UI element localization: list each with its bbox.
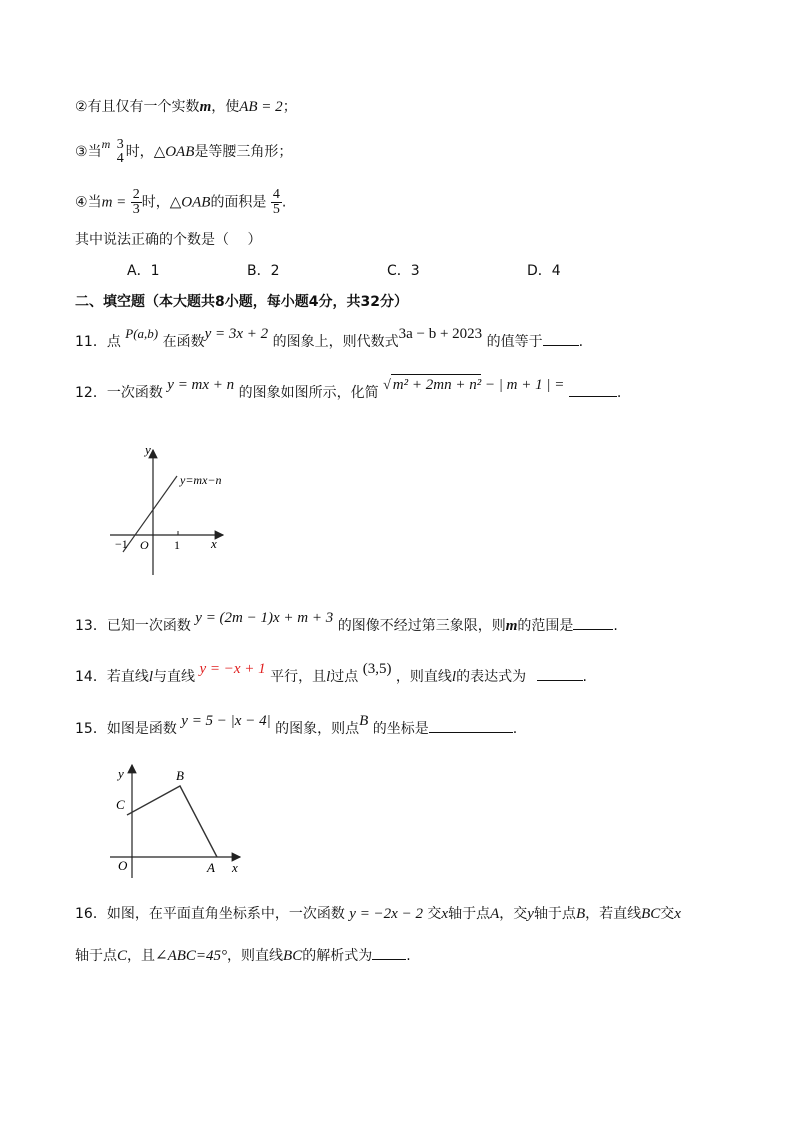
question-13: 13．已知一次函数 y = (2m − 1)x + m + 3 的图像不经过第三象限，则m的范围是 . xyxy=(75,610,618,634)
x-axis-label: x xyxy=(211,536,217,551)
option-c: C．3 xyxy=(387,263,420,279)
point-c-label: C xyxy=(116,797,125,812)
answer-blank-14[interactable] xyxy=(537,666,583,681)
point-a-label: A xyxy=(207,860,215,875)
option-b: B．2 xyxy=(247,263,280,279)
point-b-label: B xyxy=(176,768,184,783)
option-a: A．1 xyxy=(127,263,160,279)
function-line xyxy=(123,476,177,552)
y-axis-label: y xyxy=(145,442,151,457)
answer-blank-12[interactable] xyxy=(569,382,617,397)
y-axis-label: y xyxy=(118,766,124,781)
answer-blank-16[interactable] xyxy=(372,945,406,960)
tick-label-1: 1 xyxy=(174,538,180,552)
function-graph xyxy=(127,786,217,857)
answer-blank-13[interactable] xyxy=(573,615,613,630)
fraction-four-fifths: $\frac{4}{5}$ xyxy=(272,187,280,217)
fraction-two-thirds: $\frac{2}{3}$ xyxy=(132,187,140,217)
section-heading: 二、填空题（本大题共8小题，每小题4分，共32分） xyxy=(75,294,408,310)
question-12: 12．一次函数 y = mx + n 的图象如图所示，化简 √ m² + 2mn + n² − | m + 1 | = . xyxy=(75,382,621,404)
question-16-line-2: 轴于点C，且∠ABC=45°，则直线BC的解析式为 . xyxy=(75,945,411,966)
x-axis-label: x xyxy=(232,860,238,875)
sqrt-sign: √ xyxy=(383,378,391,393)
answer-blank-15[interactable] xyxy=(429,718,513,733)
question-16-line-1: 16．如图，在平面直角坐标系中，一次函数 y = −2x − 2 交x轴于点A，交y轴于点B，若直线BC交x xyxy=(75,906,681,922)
question-text: 其中说法正确的个数是（ ） xyxy=(75,232,262,248)
line-label: y=mx−n xyxy=(180,473,222,487)
origin-label: O xyxy=(140,538,149,552)
question-14: 14．若直线l与直线 y = −x + 1 平行，且l过点 (3,5) ，则直线l的表达式为 . xyxy=(75,661,587,685)
graph-12 xyxy=(105,440,235,580)
question-11: 11．点 P(a,b) 在函数y = 3x + 2 的图象上，则代数式3a − b + 2023 的值等于 . xyxy=(75,326,584,350)
answer-blank-11[interactable] xyxy=(543,331,579,346)
statement-2: ②有且仅有一个实数m，使AB = 2； xyxy=(75,99,297,115)
fraction-three-quarters: 3 4 xyxy=(116,137,124,166)
graph-15 xyxy=(110,760,260,880)
origin-label: O xyxy=(118,858,128,873)
statement-3: ③当m 3 4 时，△OAB是等腰三角形； xyxy=(75,137,293,166)
option-d: D．4 xyxy=(527,263,561,279)
tick-label-neg1: −1 xyxy=(115,537,128,551)
question-15: 15．如图是函数 y = 5 − |x − 4| 的图象，则点B 的坐标是 . xyxy=(75,713,518,737)
statement-4: ④当m = $\frac{2}{3}$ 时，△OAB的面积是 $\frac{4}{5}$ . xyxy=(75,187,287,217)
